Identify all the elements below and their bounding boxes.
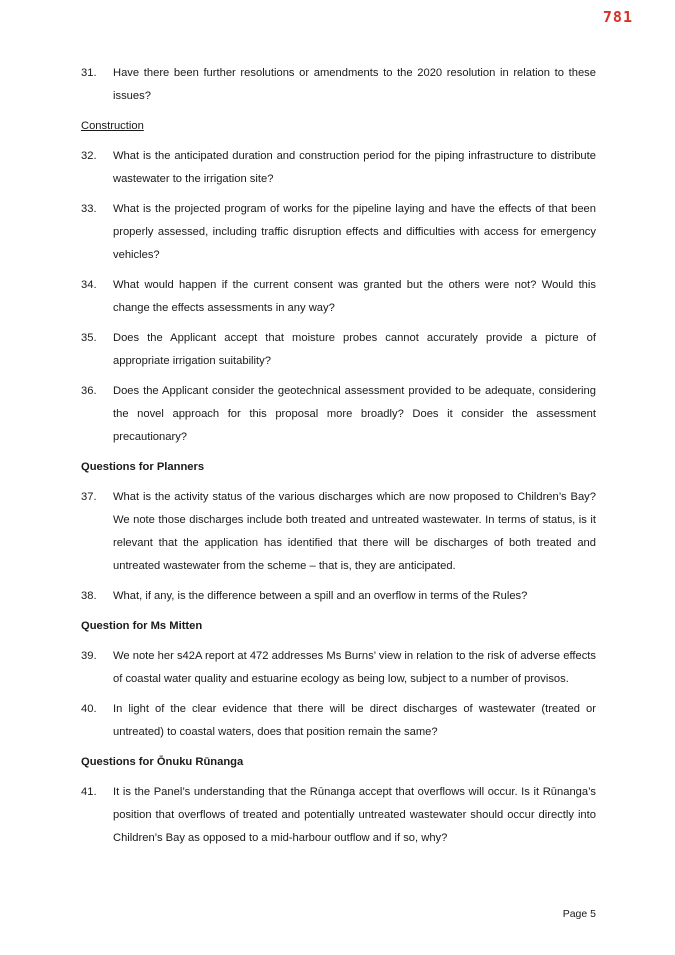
- question-number: 34.: [81, 279, 97, 291]
- question-text: We note her s42A report at 472 addresses Ms Burns’ view in relation to the risk of adverse effects of coastal water quality and estuarine ecology as being low, subject to a number of provisos.: [113, 650, 596, 685]
- question-text: What is the activity status of the various discharges which are now proposed to Children’s Bay? We note those discharges include both treated and untreated wastewater. In terms of status, is it relevant that the application has identified that there will be discharges of both treated and untreated wastewater from the scheme – that is, they are anticipated.: [113, 491, 596, 572]
- question-number: 40.: [81, 703, 97, 715]
- question-item: [81, 486, 596, 578]
- question-item: [81, 698, 596, 744]
- question-number: 32.: [81, 150, 97, 162]
- question-number: 35.: [81, 332, 97, 344]
- page-number: Page 5: [562, 908, 596, 920]
- page-stamp-number: 781: [602, 8, 633, 26]
- question-text: It is the Panel’s understanding that the Rūnanga accept that overflows will occur. Is it Rūnanga’s position that overflows of treated and potentially untreated wastewater should occur directly into Children’s Bay as opposed to a mid-harbour outflow and if so, why?: [113, 786, 596, 844]
- question-text: What would happen if the current consent was granted but the others were not? Would this change the effects assessments in any way?: [113, 279, 596, 314]
- question-item: [81, 585, 596, 608]
- question-item: [81, 781, 596, 850]
- question-item: [81, 274, 596, 320]
- question-item: [81, 145, 596, 191]
- section-heading-ms-mitten: Question for Ms Mitten: [81, 620, 203, 632]
- document-body: [81, 62, 596, 857]
- question-text: In light of the clear evidence that there will be direct discharges of wastewater (treated or untreated) to coastal waters, does that position remain the same?: [113, 703, 596, 738]
- question-text: Does the Applicant accept that moisture probes cannot accurately provide a picture of appropriate irrigation suitability?: [113, 332, 596, 367]
- question-number: 37.: [81, 491, 97, 503]
- question-text: What is the anticipated duration and construction period for the piping infrastructure to distribute wastewater to the irrigation site?: [113, 150, 596, 185]
- question-text: Have there been further resolutions or amendments to the 2020 resolution in relation to these issues?: [113, 67, 596, 102]
- section-heading-onuku-runanga: Questions for Ōnuku Rūnanga: [81, 756, 244, 768]
- question-number: 36.: [81, 385, 97, 397]
- question-text: What, if any, is the difference between a spill and an overflow in terms of the Rules?: [113, 590, 528, 602]
- section-heading-construction: Construction: [81, 120, 144, 132]
- question-number: 31.: [81, 67, 97, 79]
- question-number: 41.: [81, 786, 97, 798]
- question-item: [81, 327, 596, 373]
- question-item: [81, 62, 596, 108]
- question-text: Does the Applicant consider the geotechnical assessment provided to be adequate, considering the novel approach for this proposal more broadly? Does it consider the assessment precautionary?: [113, 385, 596, 443]
- question-text: What is the projected program of works for the pipeline laying and have the effects of that been properly assessed, including traffic disruption effects and difficulties with access for emergency vehicles?: [113, 203, 596, 261]
- question-number: 33.: [81, 203, 97, 215]
- question-item: [81, 380, 596, 449]
- question-item: [81, 198, 596, 267]
- section-heading-planners: Questions for Planners: [81, 461, 205, 473]
- question-number: 38.: [81, 590, 97, 602]
- question-item: [81, 645, 596, 691]
- question-number: 39.: [81, 650, 97, 662]
